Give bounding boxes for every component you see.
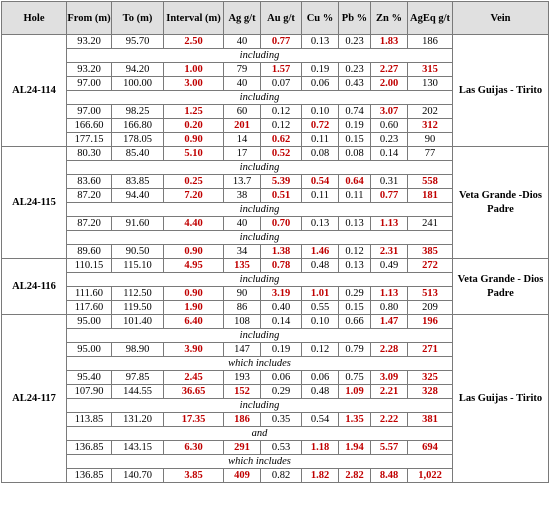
interval-cell: 0.90	[164, 133, 224, 147]
vein-name-cell: Veta Grande -Dios Padre	[453, 147, 549, 259]
to-cell: 83.85	[112, 175, 164, 189]
to-cell: 90.50	[112, 245, 164, 259]
to-cell: 166.80	[112, 119, 164, 133]
cu-cell: 0.72	[302, 119, 339, 133]
interval-connector-label: and	[67, 427, 453, 441]
pb-cell: 0.15	[339, 301, 371, 315]
ag-cell: 38	[224, 189, 261, 203]
pb-cell: 0.19	[339, 119, 371, 133]
to-cell: 144.55	[112, 385, 164, 399]
interval-cell: 0.25	[164, 175, 224, 189]
from-cell: 117.60	[67, 301, 112, 315]
ag-cell: 291	[224, 441, 261, 455]
interval-connector-label: which includes	[67, 455, 453, 469]
ageq-cell: 202	[408, 105, 453, 119]
header-zn: Zn %	[371, 2, 408, 35]
interval-cell: 2.50	[164, 35, 224, 49]
pb-cell: 0.15	[339, 133, 371, 147]
interval-cell: 4.40	[164, 217, 224, 231]
to-cell: 91.60	[112, 217, 164, 231]
pb-cell: 0.13	[339, 217, 371, 231]
ageq-cell: 272	[408, 259, 453, 273]
header-row	[2, 2, 549, 35]
ageq-cell: 385	[408, 245, 453, 259]
to-cell: 178.05	[112, 133, 164, 147]
interval-cell: 3.00	[164, 77, 224, 91]
pb-cell: 0.64	[339, 175, 371, 189]
pb-cell: 0.75	[339, 371, 371, 385]
ag-cell: 60	[224, 105, 261, 119]
header-ag: Ag g/t	[224, 2, 261, 35]
ageq-cell: 77	[408, 147, 453, 161]
cu-cell: 0.08	[302, 147, 339, 161]
cu-cell: 0.13	[302, 35, 339, 49]
interval-cell: 6.40	[164, 315, 224, 329]
to-cell: 94.20	[112, 63, 164, 77]
cu-cell: 0.11	[302, 133, 339, 147]
cu-cell: 0.13	[302, 217, 339, 231]
interval-cell: 6.30	[164, 441, 224, 455]
ag-cell: 201	[224, 119, 261, 133]
from-cell: 93.20	[67, 35, 112, 49]
zn-cell: 8.48	[371, 469, 408, 483]
from-cell: 93.20	[67, 63, 112, 77]
cu-cell: 0.54	[302, 175, 339, 189]
pb-cell: 0.66	[339, 315, 371, 329]
interval-cell: 1.00	[164, 63, 224, 77]
from-cell: 136.85	[67, 469, 112, 483]
from-cell: 95.40	[67, 371, 112, 385]
interval-cell: 0.20	[164, 119, 224, 133]
header-from: From (m)	[67, 2, 112, 35]
au-cell: 0.77	[261, 35, 302, 49]
au-cell: 0.40	[261, 301, 302, 315]
au-cell: 0.70	[261, 217, 302, 231]
cu-cell: 0.48	[302, 385, 339, 399]
cu-cell: 0.12	[302, 343, 339, 357]
pb-cell: 0.29	[339, 287, 371, 301]
cu-cell: 1.18	[302, 441, 339, 455]
au-cell: 0.52	[261, 147, 302, 161]
au-cell: 0.14	[261, 315, 302, 329]
au-cell: 0.07	[261, 77, 302, 91]
vein-name-cell: Las Guijas - Tirito	[453, 35, 549, 147]
ageq-cell: 271	[408, 343, 453, 357]
ag-cell: 40	[224, 35, 261, 49]
interval-cell: 0.90	[164, 287, 224, 301]
au-cell: 0.29	[261, 385, 302, 399]
from-cell: 95.00	[67, 315, 112, 329]
interval-cell: 17.35	[164, 413, 224, 427]
ageq-cell: 196	[408, 315, 453, 329]
ageq-cell: 328	[408, 385, 453, 399]
interval-connector-label: which includes	[67, 357, 453, 371]
zn-cell: 2.21	[371, 385, 408, 399]
ag-cell: 90	[224, 287, 261, 301]
interval-cell: 3.90	[164, 343, 224, 357]
from-cell: 113.85	[67, 413, 112, 427]
ag-cell: 34	[224, 245, 261, 259]
zn-cell: 5.57	[371, 441, 408, 455]
to-cell: 98.90	[112, 343, 164, 357]
ageq-cell: 90	[408, 133, 453, 147]
header-vein: Vein	[453, 2, 549, 35]
from-cell: 97.00	[67, 105, 112, 119]
to-cell: 100.00	[112, 77, 164, 91]
from-cell: 87.20	[67, 217, 112, 231]
from-cell: 110.15	[67, 259, 112, 273]
to-cell: 112.50	[112, 287, 164, 301]
ag-cell: 152	[224, 385, 261, 399]
interval-cell: 0.90	[164, 245, 224, 259]
ageq-cell: 694	[408, 441, 453, 455]
header-ageq: AgEq g/t	[408, 2, 453, 35]
vein-name-cell: Veta Grande - Dios Padre	[453, 259, 549, 315]
header-cu: Cu %	[302, 2, 339, 35]
ageq-cell: 312	[408, 119, 453, 133]
from-cell: 80.30	[67, 147, 112, 161]
interval-cell: 7.20	[164, 189, 224, 203]
from-cell: 83.60	[67, 175, 112, 189]
au-cell: 0.51	[261, 189, 302, 203]
zn-cell: 2.31	[371, 245, 408, 259]
pb-cell: 0.11	[339, 189, 371, 203]
zn-cell: 3.09	[371, 371, 408, 385]
zn-cell: 1.13	[371, 287, 408, 301]
ageq-cell: 186	[408, 35, 453, 49]
to-cell: 97.85	[112, 371, 164, 385]
pb-cell: 0.12	[339, 245, 371, 259]
interval-cell: 2.45	[164, 371, 224, 385]
cu-cell: 0.06	[302, 371, 339, 385]
ag-cell: 79	[224, 63, 261, 77]
table-body	[2, 35, 549, 483]
cu-cell: 0.11	[302, 189, 339, 203]
zn-cell: 0.31	[371, 175, 408, 189]
cu-cell: 0.06	[302, 77, 339, 91]
cu-cell: 0.55	[302, 301, 339, 315]
ag-cell: 40	[224, 217, 261, 231]
interval-connector-label: including	[67, 49, 453, 63]
pb-cell: 0.23	[339, 63, 371, 77]
au-cell: 5.39	[261, 175, 302, 189]
au-cell: 0.12	[261, 119, 302, 133]
vein-name-cell: Las Guijas - Tirito	[453, 315, 549, 483]
pb-cell: 0.23	[339, 35, 371, 49]
ag-cell: 108	[224, 315, 261, 329]
pb-cell: 2.82	[339, 469, 371, 483]
au-cell: 0.82	[261, 469, 302, 483]
ag-cell: 186	[224, 413, 261, 427]
zn-cell: 2.28	[371, 343, 408, 357]
header-hole: Hole	[2, 2, 67, 35]
table-row	[2, 259, 549, 273]
ageq-cell: 181	[408, 189, 453, 203]
table-row	[2, 147, 549, 161]
cu-cell: 0.19	[302, 63, 339, 77]
interval-cell: 3.85	[164, 469, 224, 483]
zn-cell: 0.77	[371, 189, 408, 203]
ageq-cell: 381	[408, 413, 453, 427]
cu-cell: 0.10	[302, 315, 339, 329]
from-cell: 166.60	[67, 119, 112, 133]
interval-connector-label: including	[67, 231, 453, 245]
au-cell: 0.06	[261, 371, 302, 385]
au-cell: 0.35	[261, 413, 302, 427]
from-cell: 107.90	[67, 385, 112, 399]
interval-cell: 4.95	[164, 259, 224, 273]
interval-cell: 5.10	[164, 147, 224, 161]
ageq-cell: 315	[408, 63, 453, 77]
pb-cell: 0.79	[339, 343, 371, 357]
zn-cell: 2.22	[371, 413, 408, 427]
interval-connector-label: including	[67, 91, 453, 105]
to-cell: 85.40	[112, 147, 164, 161]
ageq-cell: 325	[408, 371, 453, 385]
hole-id-cell: AL24-116	[2, 259, 67, 315]
ag-cell: 17	[224, 147, 261, 161]
zn-cell: 2.27	[371, 63, 408, 77]
au-cell: 1.38	[261, 245, 302, 259]
from-cell: 111.60	[67, 287, 112, 301]
au-cell: 1.57	[261, 63, 302, 77]
zn-cell: 2.00	[371, 77, 408, 91]
ageq-cell: 558	[408, 175, 453, 189]
ageq-cell: 241	[408, 217, 453, 231]
interval-connector-label: including	[67, 399, 453, 413]
au-cell: 0.19	[261, 343, 302, 357]
interval-cell: 1.90	[164, 301, 224, 315]
interval-connector-label: including	[67, 203, 453, 217]
zn-cell: 1.13	[371, 217, 408, 231]
to-cell: 119.50	[112, 301, 164, 315]
interval-connector-label: including	[67, 329, 453, 343]
pb-cell: 0.43	[339, 77, 371, 91]
au-cell: 0.62	[261, 133, 302, 147]
au-cell: 0.12	[261, 105, 302, 119]
zn-cell: 1.83	[371, 35, 408, 49]
from-cell: 95.00	[67, 343, 112, 357]
drill-results-table	[1, 1, 549, 483]
ag-cell: 193	[224, 371, 261, 385]
to-cell: 143.15	[112, 441, 164, 455]
header-interval: Interval (m)	[164, 2, 224, 35]
header-au: Au g/t	[261, 2, 302, 35]
zn-cell: 3.07	[371, 105, 408, 119]
to-cell: 94.40	[112, 189, 164, 203]
cu-cell: 0.10	[302, 105, 339, 119]
to-cell: 98.25	[112, 105, 164, 119]
ag-cell: 147	[224, 343, 261, 357]
ag-cell: 135	[224, 259, 261, 273]
interval-connector-label: including	[67, 161, 453, 175]
ag-cell: 86	[224, 301, 261, 315]
cu-cell: 1.46	[302, 245, 339, 259]
to-cell: 140.70	[112, 469, 164, 483]
ag-cell: 14	[224, 133, 261, 147]
interval-connector-label: including	[67, 273, 453, 287]
zn-cell: 0.49	[371, 259, 408, 273]
pb-cell: 0.74	[339, 105, 371, 119]
ag-cell: 13.7	[224, 175, 261, 189]
ageq-cell: 1,022	[408, 469, 453, 483]
hole-id-cell: AL24-114	[2, 35, 67, 147]
pb-cell: 1.35	[339, 413, 371, 427]
from-cell: 87.20	[67, 189, 112, 203]
zn-cell: 0.60	[371, 119, 408, 133]
to-cell: 101.40	[112, 315, 164, 329]
au-cell: 0.78	[261, 259, 302, 273]
cu-cell: 0.54	[302, 413, 339, 427]
ageq-cell: 209	[408, 301, 453, 315]
table-row	[2, 315, 549, 329]
ag-cell: 40	[224, 77, 261, 91]
zn-cell: 0.23	[371, 133, 408, 147]
cu-cell: 0.48	[302, 259, 339, 273]
header-to: To (m)	[112, 2, 164, 35]
hole-id-cell: AL24-117	[2, 315, 67, 483]
from-cell: 136.85	[67, 441, 112, 455]
from-cell: 97.00	[67, 77, 112, 91]
zn-cell: 0.80	[371, 301, 408, 315]
zn-cell: 1.47	[371, 315, 408, 329]
pb-cell: 1.09	[339, 385, 371, 399]
header-pb: Pb %	[339, 2, 371, 35]
au-cell: 3.19	[261, 287, 302, 301]
interval-cell: 1.25	[164, 105, 224, 119]
table-row	[2, 35, 549, 49]
ageq-cell: 513	[408, 287, 453, 301]
to-cell: 115.10	[112, 259, 164, 273]
ag-cell: 409	[224, 469, 261, 483]
hole-id-cell: AL24-115	[2, 147, 67, 259]
cu-cell: 1.82	[302, 469, 339, 483]
pb-cell: 1.94	[339, 441, 371, 455]
to-cell: 95.70	[112, 35, 164, 49]
interval-cell: 36.65	[164, 385, 224, 399]
table-header	[2, 2, 549, 35]
from-cell: 177.15	[67, 133, 112, 147]
to-cell: 131.20	[112, 413, 164, 427]
from-cell: 89.60	[67, 245, 112, 259]
au-cell: 0.53	[261, 441, 302, 455]
pb-cell: 0.08	[339, 147, 371, 161]
pb-cell: 0.13	[339, 259, 371, 273]
ageq-cell: 130	[408, 77, 453, 91]
cu-cell: 1.01	[302, 287, 339, 301]
zn-cell: 0.14	[371, 147, 408, 161]
